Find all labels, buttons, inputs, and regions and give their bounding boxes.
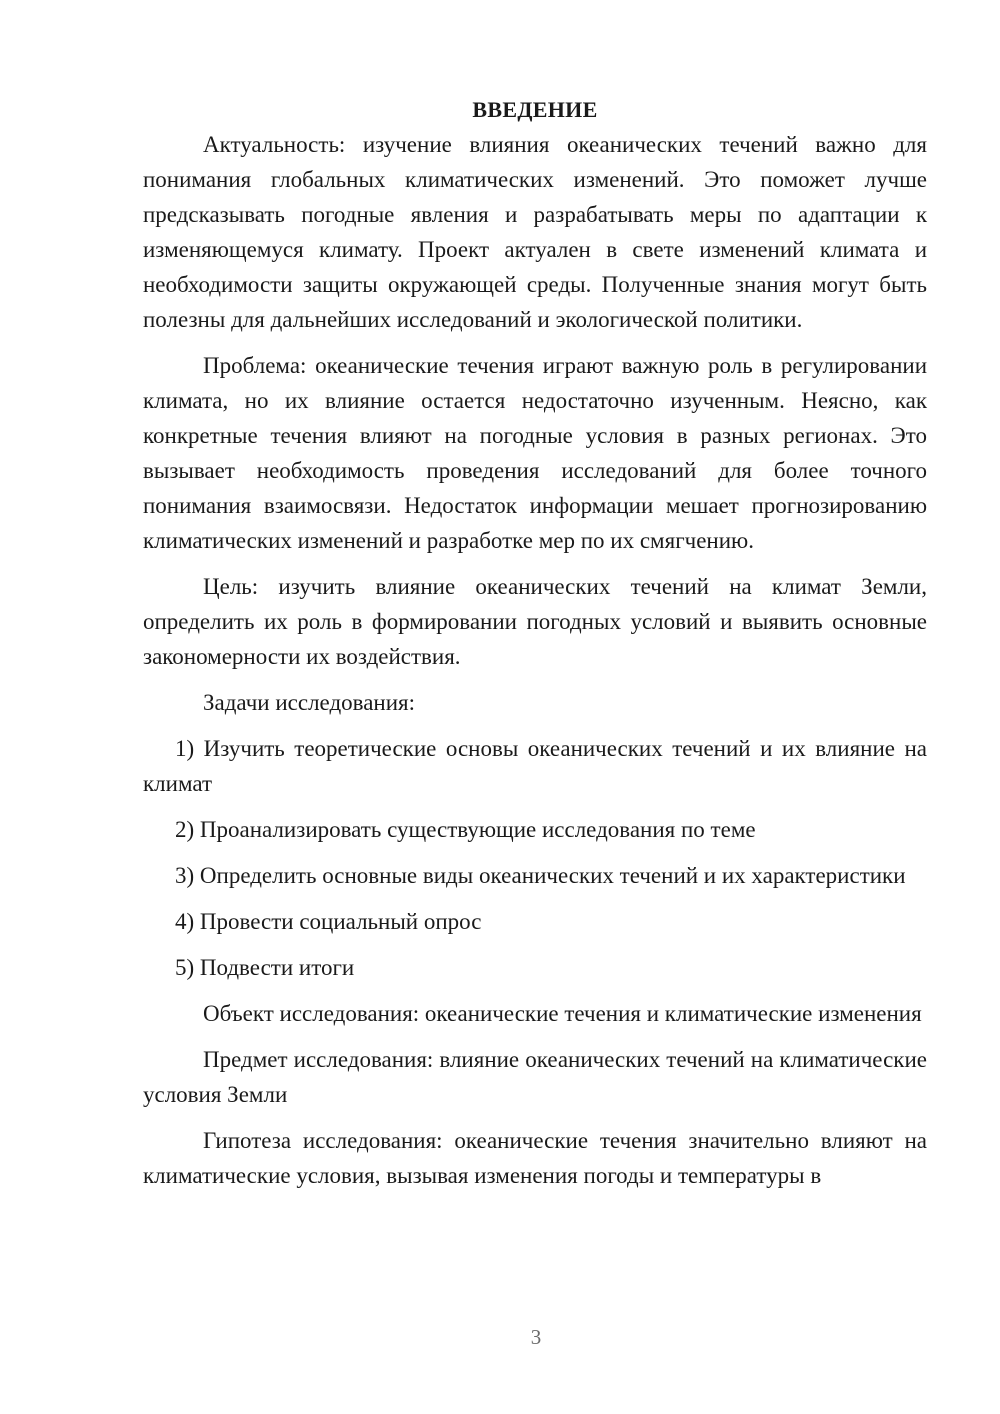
- section-heading: ВВЕДЕНИЕ: [472, 97, 598, 122]
- relevance-paragraph: Актуальность: изучение влияния океанических течений важно для понимания глобальных климатических изменений. Это поможет лучше предсказывать погодные явления и разрабатывать меры по адаптации к изменяющемуся климату. Проект актуален в свете изменений климата и необходимости защиты окружающей среды. Полученные знания могут быть полезны для дальнейших исследований и экологической политики.: [143, 132, 927, 332]
- page-content: [143, 92, 927, 1193]
- hypothesis-paragraph: Гипотеза исследования: океанические течения значительно влияют на климатические условия, вызывая изменения погоды и температуры в: [143, 1128, 927, 1188]
- subject-paragraph: Предмет исследования: влияние океанических течений на климатические условия Земли: [143, 1047, 927, 1107]
- task-item-5: 5) Подвести итоги: [175, 955, 355, 980]
- problem-paragraph: Проблема: океанические течения играют важную роль в регулировании климата, но их влияние остается недостаточно изученным. Неясно, как конкретные течения влияют на погодные условия в разных регионах. Это вызывает необходимость проведения исследований для более точного понимания взаимосвязи. Недостаток информации мешает прогнозированию климатических изменений и разработке мер по их смягчению.: [143, 353, 927, 553]
- task-item-1: 1) Изучить теоретические основы океанических течений и их влияние на климат: [143, 736, 927, 796]
- task-item-4: 4) Провести социальный опрос: [175, 909, 482, 934]
- goal-paragraph: Цель: изучить влияние океанических течений на климат Земли, определить их роль в формировании погодных условий и выявить основные закономерности их воздействия.: [143, 574, 927, 669]
- task-item-3: 3) Определить основные виды океанических течений и их характеристики: [175, 863, 906, 888]
- page-number: 3: [530, 1325, 542, 1349]
- object-paragraph: Объект исследования: океанические течения и климатические изменения: [203, 1001, 922, 1026]
- tasks-heading: Задачи исследования:: [203, 690, 416, 715]
- task-item-2: 2) Проанализировать существующие исследования по теме: [175, 817, 756, 842]
